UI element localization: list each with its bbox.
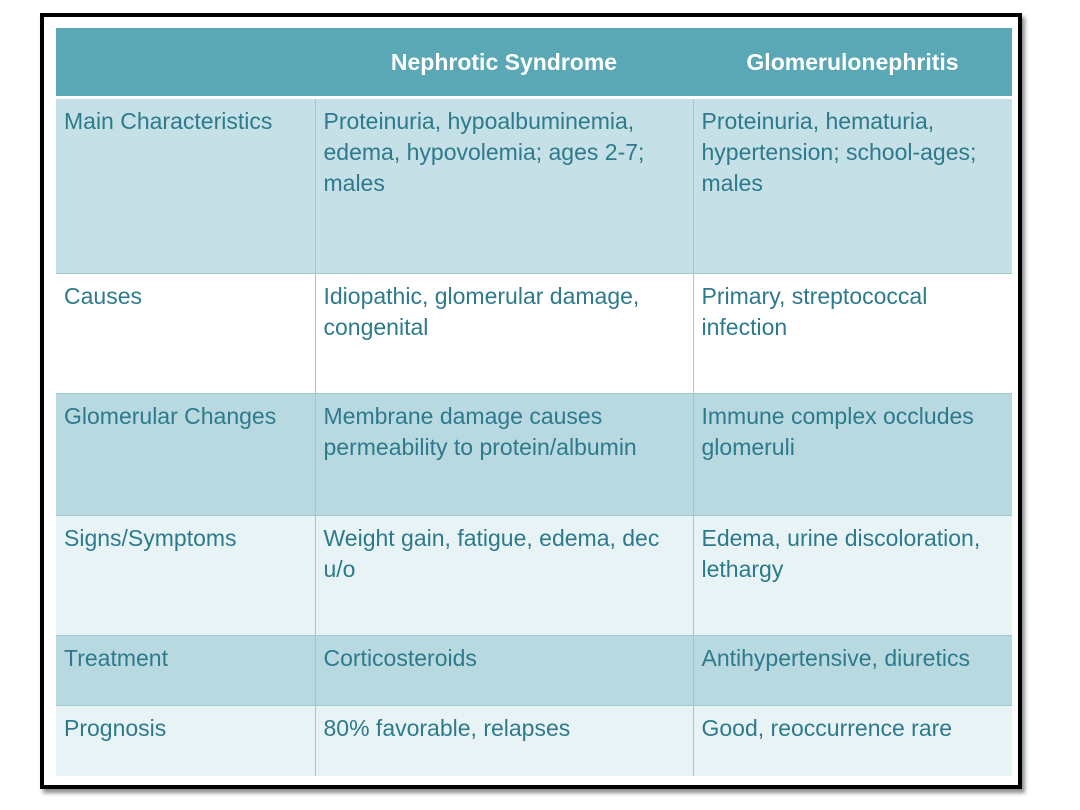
nephrotic-cell: Membrane damage causes permeability to protein/albumin [315, 394, 693, 516]
table-row [56, 516, 1012, 636]
header-empty [56, 28, 315, 98]
slide-frame [40, 13, 1022, 789]
row-label: Signs/Symptoms [56, 516, 315, 636]
row-label: Glomerular Changes [56, 394, 315, 516]
table-row [56, 706, 1012, 776]
nephrotic-cell: Corticosteroids [315, 636, 693, 706]
row-label: Prognosis [56, 706, 315, 776]
table-row [56, 98, 1012, 274]
row-label: Treatment [56, 636, 315, 706]
row-label: Causes [56, 274, 315, 394]
row-label: Main Characteristics [56, 98, 315, 274]
nephrotic-cell: Idiopathic, glomerular damage, congenital [315, 274, 693, 394]
nephrotic-cell: Proteinuria, hypoalbuminemia, edema, hypovolemia; ages 2-7; males [315, 98, 693, 274]
nephrotic-cell: Weight gain, fatigue, edema, dec u/o [315, 516, 693, 636]
table-header-row [56, 28, 1012, 98]
glomerulo-cell: Good, reoccurrence rare [693, 706, 1012, 776]
glomerulo-cell: Antihypertensive, diuretics [693, 636, 1012, 706]
nephrotic-cell: 80% favorable, relapses [315, 706, 693, 776]
comparison-table [56, 28, 1012, 776]
header-nephrotic-syndrome: Nephrotic Syndrome [315, 28, 693, 98]
table-row [56, 274, 1012, 394]
glomerulo-cell: Primary, streptococcal infection [693, 274, 1012, 394]
glomerulo-cell: Proteinuria, hematuria, hypertension; school-ages; males [693, 98, 1012, 274]
header-glomerulonephritis: Glomerulonephritis [693, 28, 1012, 98]
glomerulo-cell: Immune complex occludes glomeruli [693, 394, 1012, 516]
table-row [56, 394, 1012, 516]
table-row [56, 636, 1012, 706]
glomerulo-cell: Edema, urine discoloration, lethargy [693, 516, 1012, 636]
